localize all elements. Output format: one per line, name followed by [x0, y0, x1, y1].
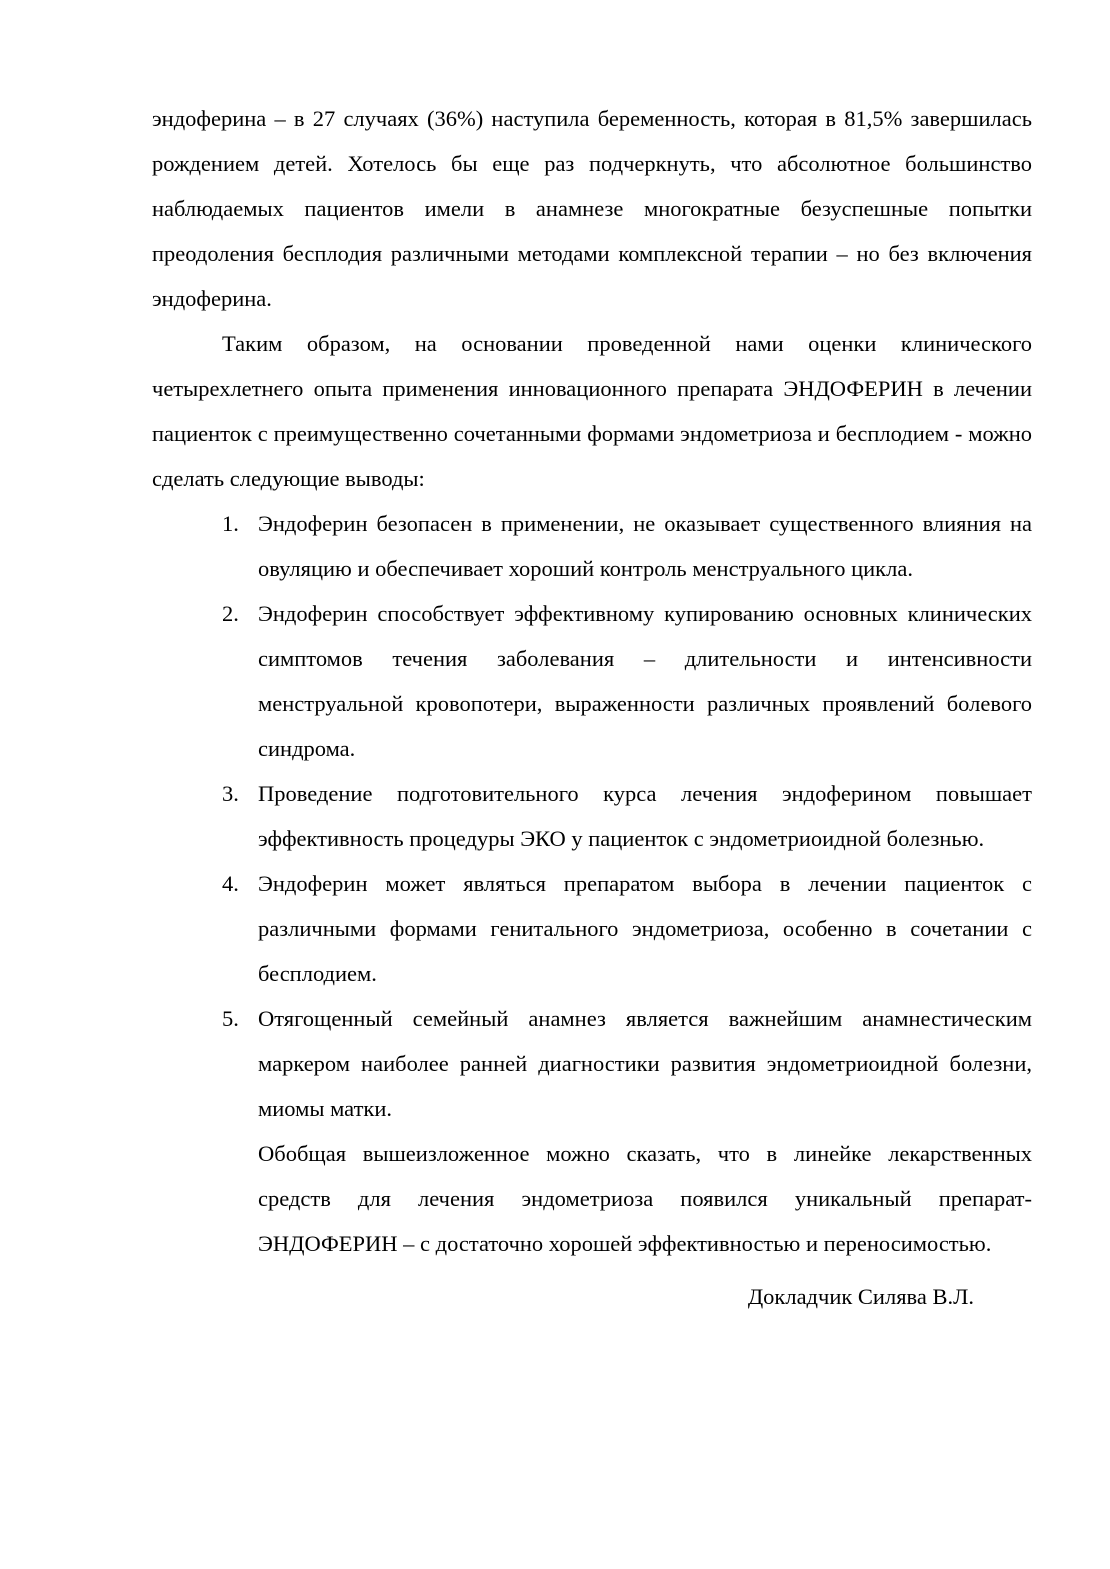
speaker-signature: Докладчик Силява В.Л.: [747, 1284, 974, 1309]
paragraph-summary: Обобщая вышеизложенное можно сказать, что в линейке лекарственных средств для лечения эндометриоза появился уникальный препарат- ЭНДОФЕРИН – с достаточно хорошей эффективностью и переносимостью.: [258, 1141, 1032, 1256]
list-item: Эндоферин безопасен в применении, не оказывает существенного влияния на овуляцию и обеспечивает хороший контроль менструального цикла.: [258, 511, 1032, 581]
list-item: Эндоферин может являться препаратом выбора в лечении пациенток с различными формами генитального эндометриоза, особенно в сочетании с бесплодием.: [258, 871, 1032, 986]
signature-row: [152, 1274, 1032, 1319]
paragraph-continuation: эндоферина – в 27 случаях (36%) наступила беременность, которая в 81,5% завершилась рождением детей. Хотелось бы еще раз подчеркнуть, что абсолютное большинство наблюдаемых пациентов имели в анамнезе многократные безуспешные попытки преодоления бесплодия различными методами комплексной терапии – но без включения эндоферина.: [152, 106, 1032, 311]
list-item: Проведение подготовительного курса лечения эндоферином повышает эффективность процедуры ЭКО у пациенток с эндометриоидной болезнью.: [258, 781, 1032, 851]
list-item: Эндоферин способствует эффективному купированию основных клинических симптомов течения заболевания – длительности и интенсивности менструальной кровопотери, выраженности различных проявлений болевого синдрома.: [258, 601, 1032, 761]
document-body: [152, 96, 1032, 1319]
numbered-conclusions-list: [152, 501, 1032, 1131]
paragraph-conclusion-intro: Таким образом, на основании проведенной нами оценки клинического четырехлетнего опыта применения инновационного препарата ЭНДОФЕРИН в лечении пациенток с преимущественно сочетанными формами эндометриоза и бесплодием - можно сделать следующие выводы:: [152, 331, 1032, 491]
list-item: Отягощенный семейный анамнез является важнейшим анамнестическим маркером наиболее ранней диагностики развития эндометриоидной болезни, миомы матки.: [258, 1006, 1032, 1121]
